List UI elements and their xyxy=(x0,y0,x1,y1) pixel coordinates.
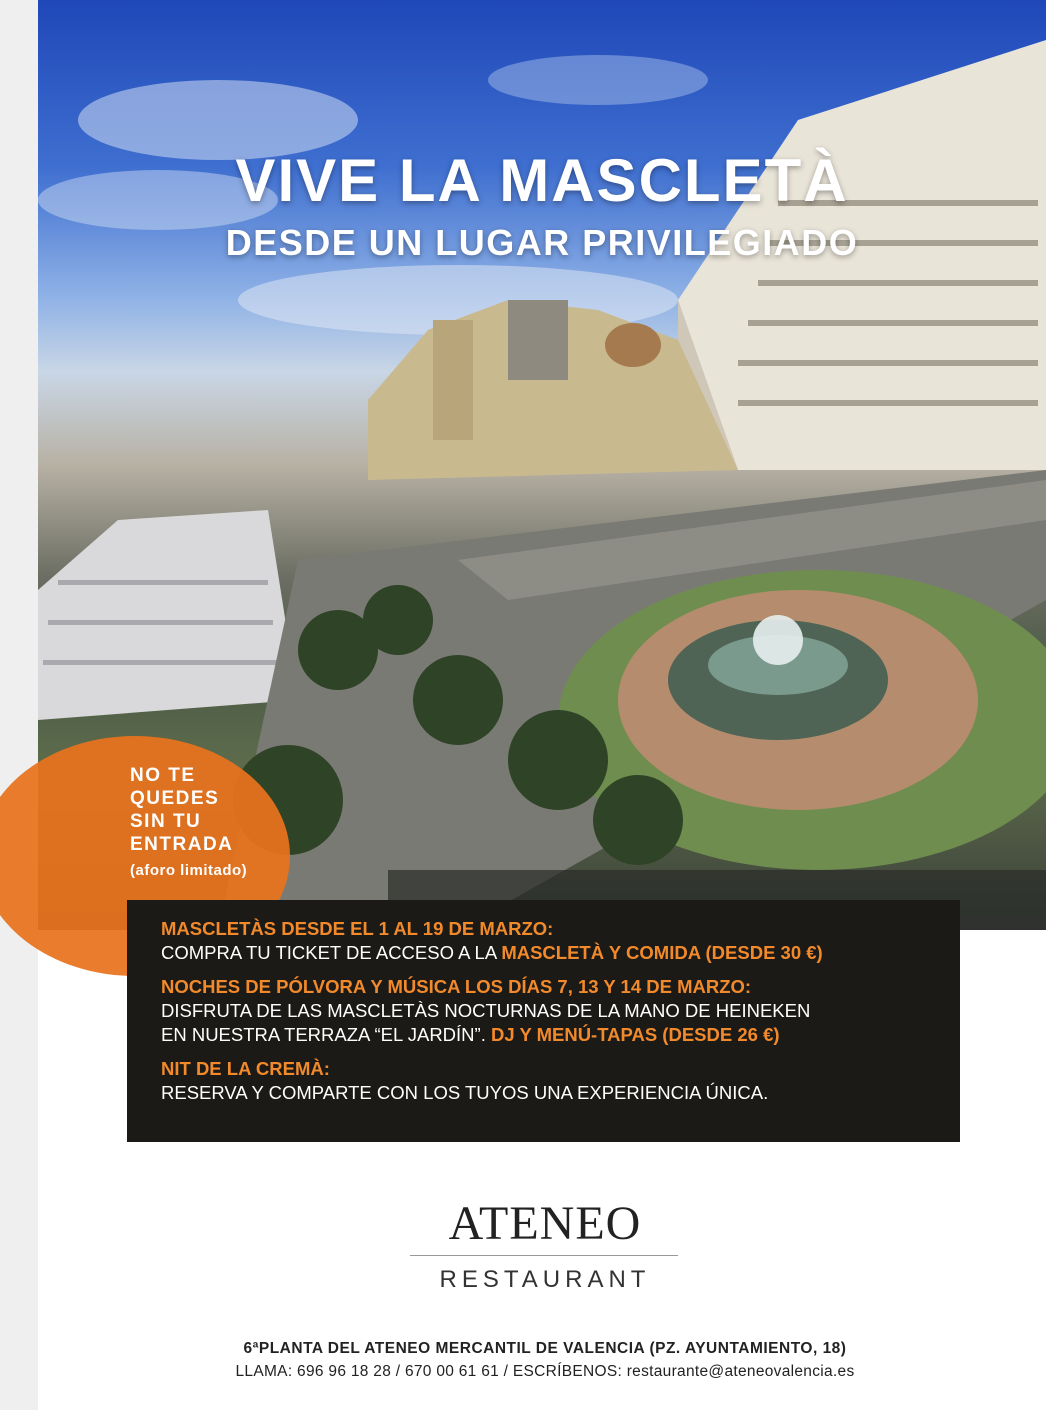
info-block-text xyxy=(161,941,927,965)
logo-divider xyxy=(410,1255,678,1256)
headline-title: VIVE LA MASCLETÀ xyxy=(235,147,849,214)
ateneo-logo-title: ATENEO xyxy=(448,1197,642,1250)
info-block-crema xyxy=(161,1057,960,1105)
headline-subtitle: DESDE UN LUGAR PRIVILEGIADO xyxy=(225,222,859,263)
ticket-badge-text xyxy=(130,764,233,856)
info-block-title: MASCLETÀS DESDE EL 1 AL 19 DE MARZO: xyxy=(161,918,554,939)
info-highlight: MASCLETÀ Y COMIDA (DESDE 30 €) xyxy=(501,942,823,963)
ateneo-logo-subtitle: RESTAURANT xyxy=(439,1266,651,1293)
badge-line: ENTRADA xyxy=(130,834,234,855)
info-block-text xyxy=(161,1023,927,1047)
info-highlight: DJ Y MENÚ-TAPAS (DESDE 26 €) xyxy=(490,1024,780,1045)
footer-contact: LLAMA: 696 96 18 28 / 670 00 61 61 / ESCRÍBENOS: restaurante@ateneovalencia.es xyxy=(235,1363,855,1380)
badge-line: NO TE xyxy=(130,765,196,786)
info-block-noches xyxy=(161,975,960,1047)
footer-address: 6ªPLANTA DEL ATENEO MERCANTIL DE VALENCIA (PZ. AYUNTAMIENTO, 18) xyxy=(243,1340,847,1357)
badge-line: QUEDES xyxy=(130,788,220,809)
info-block-text: RESERVA Y COMPARTE CON LOS TUYOS UNA EXPERIENCIA ÚNICA. xyxy=(161,1082,769,1103)
info-block-text: DISFRUTA DE LAS MASCLETÀS NOCTURNAS DE LA MANO DE HEINEKEN xyxy=(161,1000,811,1021)
badge-line: SIN TU xyxy=(130,811,202,832)
info-block-title: NIT DE LA CREMÀ: xyxy=(161,1058,330,1079)
info-block-title: NOCHES DE PÓLVORA Y MÚSICA LOS DÍAS 7, 13 Y 14 DE MARZO: xyxy=(161,976,752,997)
info-panel xyxy=(127,900,960,1142)
badge-note: (aforo limitado) xyxy=(130,862,248,879)
info-text-span: EN NUESTRA TERRAZA “EL JARDÍN”. xyxy=(161,1024,491,1045)
info-text-span: COMPRA TU TICKET DE ACCESO A LA xyxy=(161,942,502,963)
info-block-mascletas xyxy=(161,917,960,965)
